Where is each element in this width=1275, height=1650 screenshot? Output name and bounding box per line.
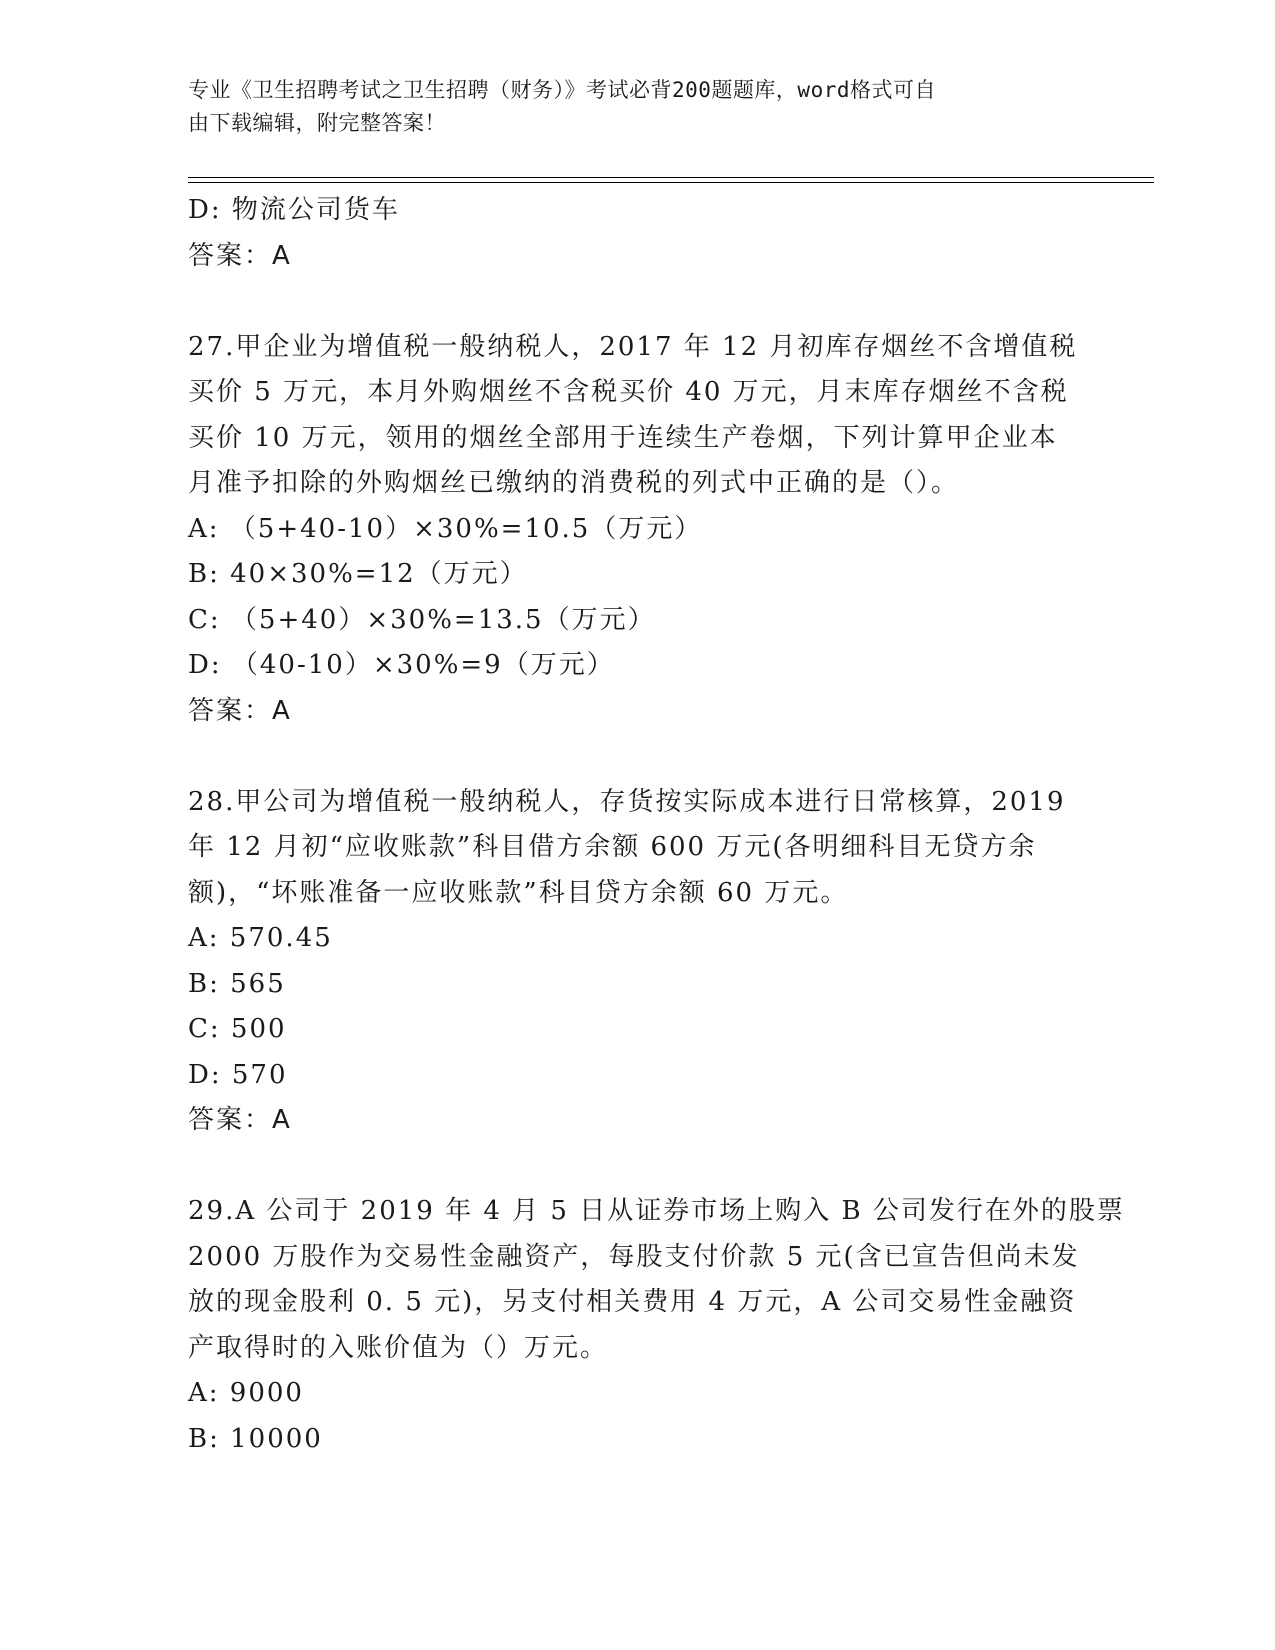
answer-line: 答案：A [188,1105,292,1135]
header-divider-top [188,177,1154,178]
header-line-1: 专业《卫生招聘考试之卫生招聘（财务）》考试必背200题题库，word格式可自 [188,78,936,102]
question-stem-line: 29.A 公司于 2019 年 4 月 5 日从证券市场上购入 B 公司发行在外的股票 [188,1196,1125,1226]
header-line-2: 由下载编辑，附完整答案！ [188,111,446,135]
question-28 [188,780,1088,1144]
spacer [188,734,1088,780]
question-29 [188,1189,1125,1462]
option-b: B: 565 [188,968,286,999]
question-stem-line: 月准予扣除的外购烟丝已缴纳的消费税的列式中正确的是（）。 [188,468,960,498]
question-27 [188,325,1088,735]
prev-question [188,188,1088,279]
option-c: C: （5+40）×30%=13.5（万元） [188,604,656,635]
document-body [188,188,1125,1462]
question-stem-line: 2000 万股作为交易性金融资产，每股支付价款 5 元(含已宣告但尚未发 [188,1241,1080,1272]
option-a: A: 9000 [188,1378,304,1408]
question-stem-line: 买价 10 万元，领用的烟丝全部用于连续生产卷烟，下列计算甲企业本 [188,422,1058,453]
option-d: D: 570 [188,1059,288,1090]
page-header [188,74,1068,140]
question-stem-line: 买价 5 万元，本月外购烟丝不含税买价 40 万元，月末库存烟丝不含税 [188,377,1069,407]
question-stem-line: 年 12 月初“应收账款”科目借方余额 600 万元(各明细科目无贷方余 [188,832,1037,862]
question-stem-line: 28.甲公司为增值税一般纳税人，存货按实际成本进行日常核算，2019 [188,786,1066,817]
question-stem-line: 27.甲企业为增值税一般纳税人，2017 年 12 月初库存烟丝不含增值税 [188,331,1078,362]
option-d: D: （40-10）×30%=9（万元） [188,650,615,680]
option-c: C: 500 [188,1014,287,1044]
spacer [188,279,1088,325]
spacer [188,1144,1088,1190]
answer-line: 答案：A [188,240,292,271]
option-a: A: （5+40-10）×30%=10.5（万元） [188,513,703,544]
question-stem-line: 额)，“坏账准备一应收账款”科目贷方余额 60 万元。 [188,877,849,908]
option-a: A: 570.45 [188,923,333,953]
option-b: B: 10000 [188,1423,323,1454]
question-stem-line: 放的现金股利 0. 5 元)，另支付相关费用 4 万元，A 公司交易性金融资 [188,1287,1077,1317]
header-divider-bottom [188,182,1154,183]
question-stem-line: 产取得时的入账价值为（）万元。 [188,1332,609,1363]
option-b: B: 40×30%=12（万元） [188,559,528,589]
option-d: D: 物流公司货车 [188,195,400,225]
answer-line: 答案：A [188,695,292,726]
